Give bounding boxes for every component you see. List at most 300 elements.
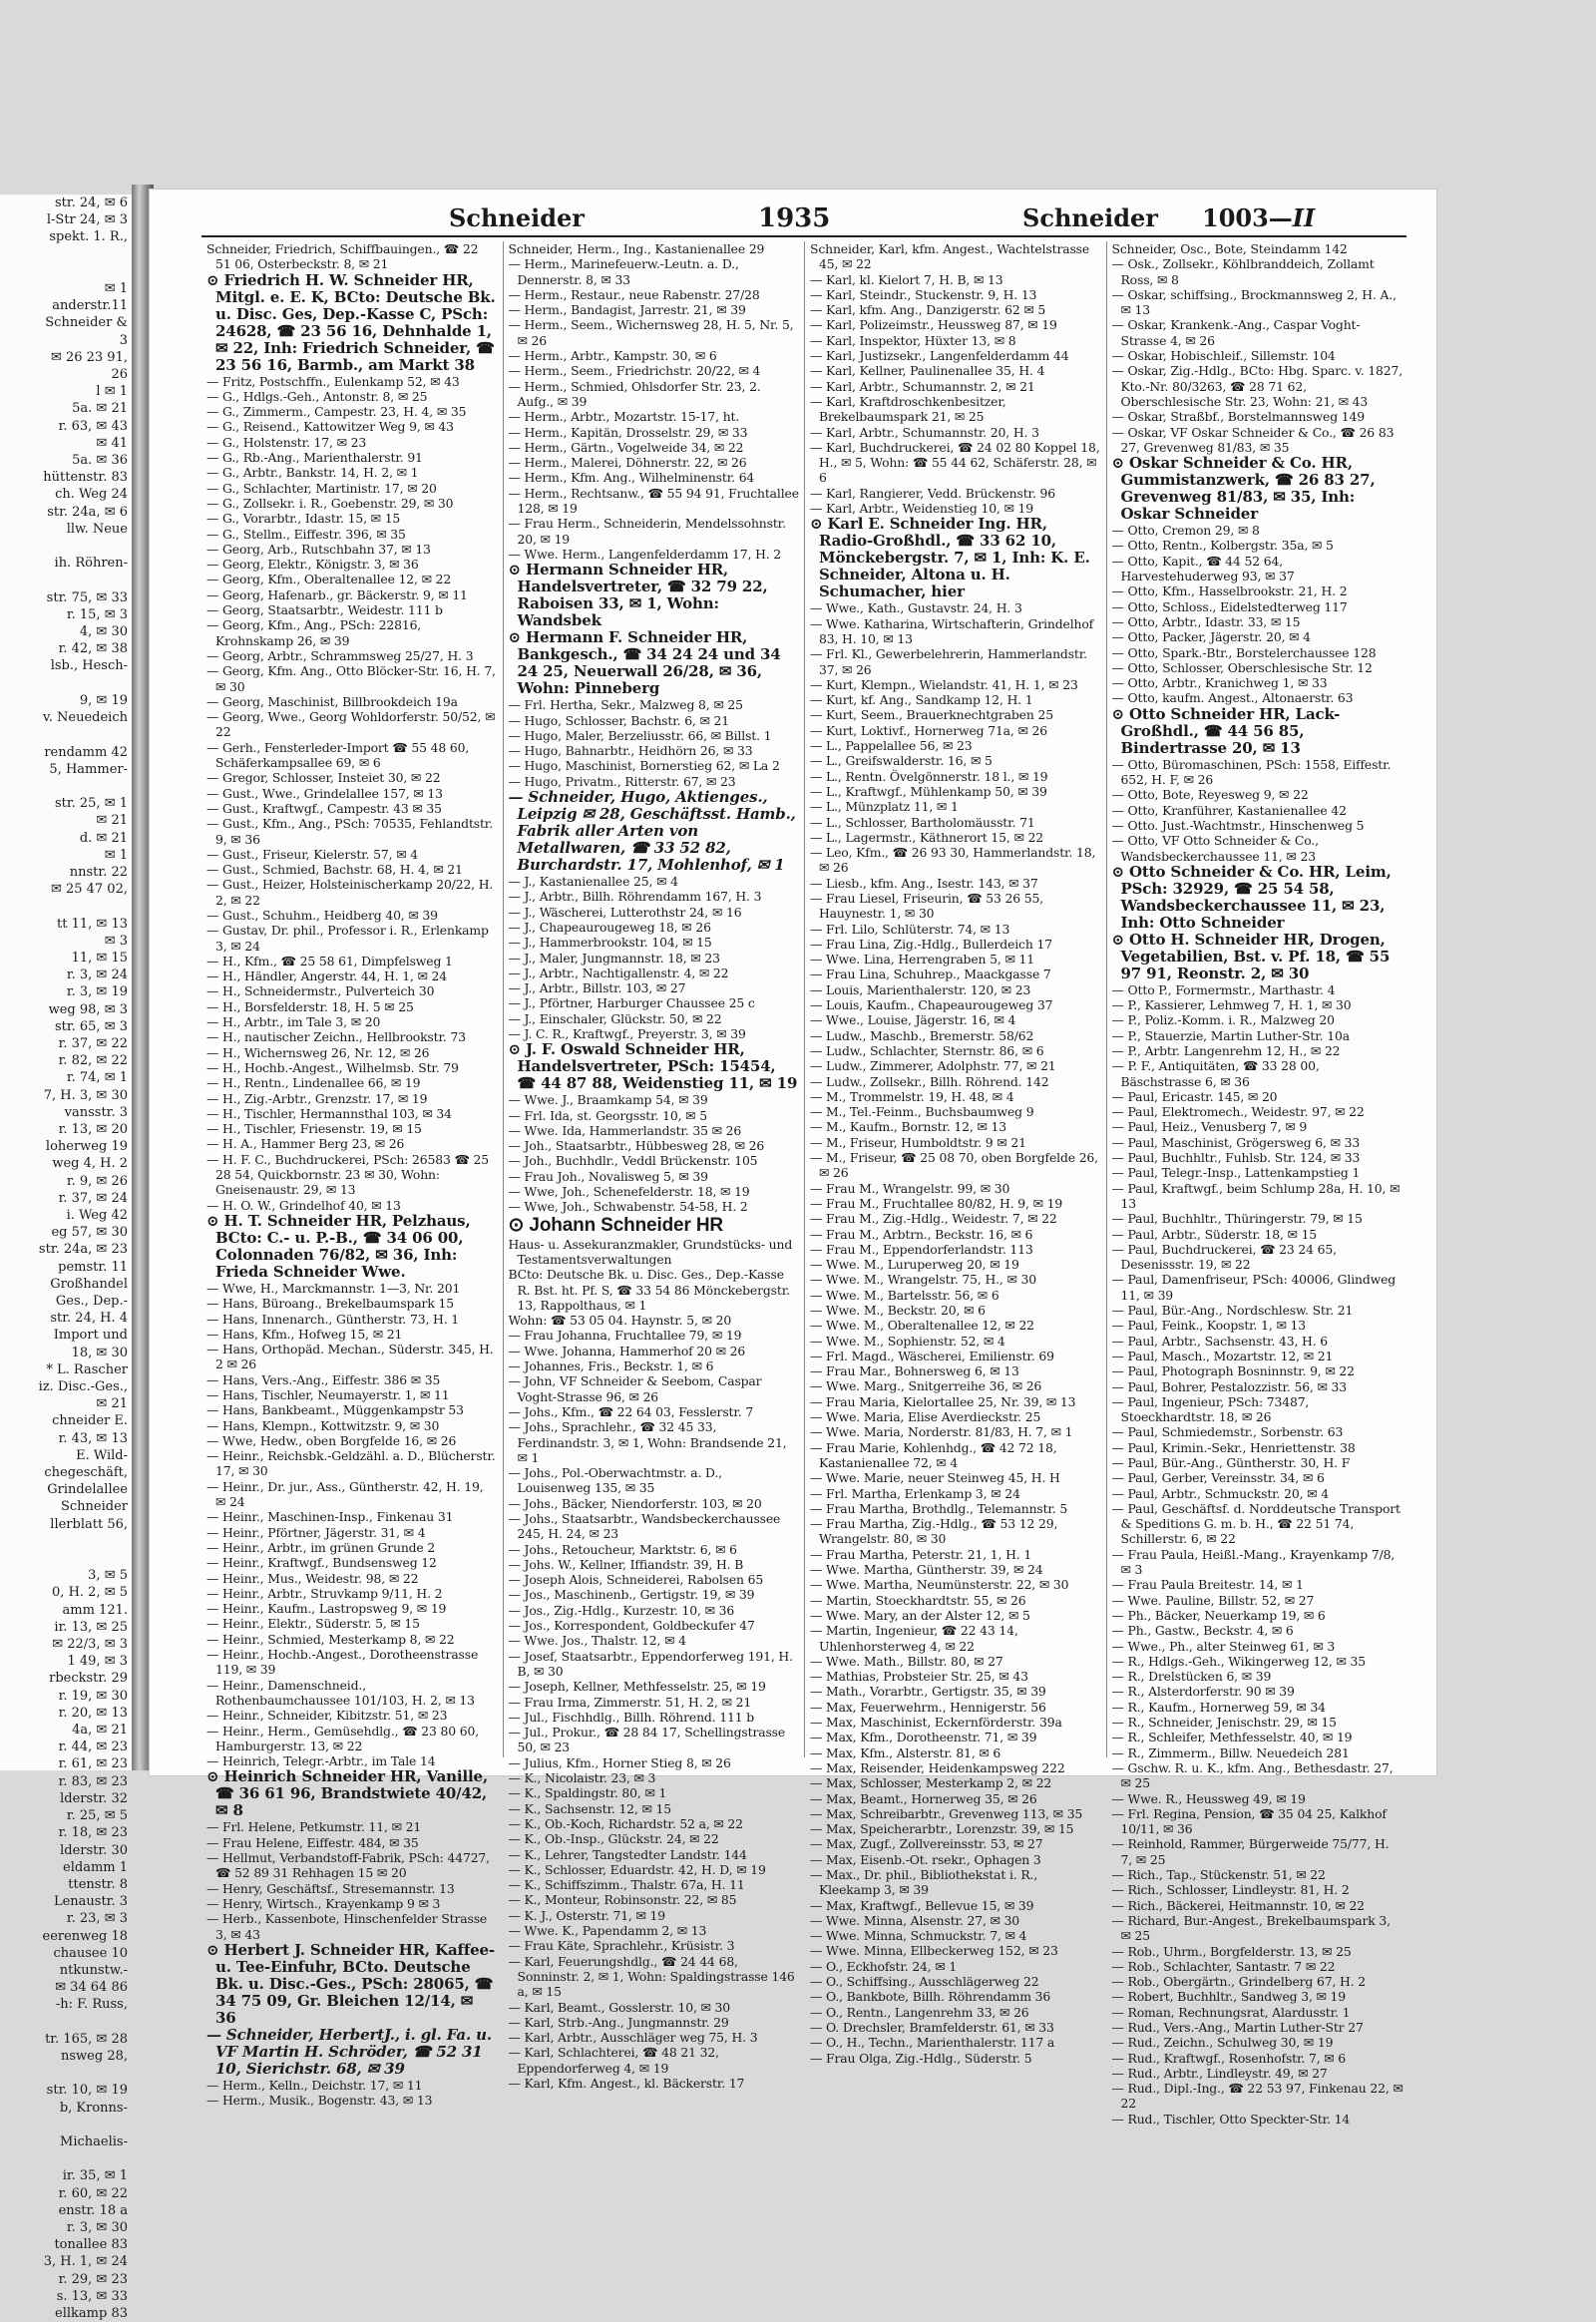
directory-entry: — Johs., Kfm., ☎ 22 64 03, Fesslerstr. 7	[508, 1403, 754, 1419]
facing-page-line: tr. 165, ✉ 28	[45, 2031, 128, 2047]
facing-page-line: ✉ 26 23 91,	[50, 349, 128, 365]
directory-entry: — Georg, Kfm., Oberaltenallee 12, ✉ 22	[206, 572, 452, 587]
directory-entry: — Josef, Staatsarbtr., Eppendorferweg 191, H. B, ✉ 30	[508, 1648, 793, 1679]
directory-entry: ⊙ Otto Schneider & Co. HR, Leim, PSch: 32929, ☎ 25 54 58, Wandsbeckerchaussee 11, ✉ 23, Inh: Otto Schneider	[1111, 862, 1392, 932]
directory-entry: — Leo, Kfm., ☎ 26 93 30, Hammerlandstr. 18, ✉ 26	[810, 845, 1096, 876]
directory-entry: ⊙ Otto H. Schneider HR, Drogen, Vegetabilien, Bst. v. Pf. 18, ☎ 55 97 91, Reonstr. 2, ✉ 30	[1111, 930, 1391, 982]
directory-entry: — Heinr., Arbtr., Struvkamp 9/11, H. 2	[206, 1585, 443, 1601]
directory-entry: — Wwe. Katharina, Wirtschafterin, Grindelhof 83, H. 10, ✉ 13	[810, 615, 1094, 646]
directory-entry: — Paul, Schmiedemstr., Sorbenstr. 63	[1111, 1424, 1344, 1440]
directory-entry: — Frau M., Arbtrn., Beckstr. 16, ✉ 6	[810, 1226, 1033, 1242]
facing-page-line: rbeckstr. 29	[49, 1671, 128, 1687]
facing-page-line	[0, 246, 132, 263]
facing-page-line: 3, H. 1, ✉ 24	[43, 2254, 128, 2270]
facing-page-line: ✉ 41	[96, 435, 128, 451]
directory-entry: — Georg, Kfm. Ang., Otto Blöcker-Str. 16, H. 7, ✉ 30	[206, 663, 496, 694]
facing-page-line	[0, 1550, 132, 1567]
directory-entry: — Herm., Schmied, Ohlsdorfer Str. 23, 2. Aufg., ✉ 39	[508, 378, 761, 409]
directory-entry: — J., Arbtr., Billh. Röhrendamm 167, H. 3	[508, 889, 762, 905]
directory-entry: — G., Zollsekr. i. R., Goebenstr. 29, ✉ 30	[206, 495, 454, 511]
facing-page-line: llw. Neue	[66, 521, 128, 537]
directory-entry: — G., Zimmerm., Campestr. 23, H. 4, ✉ 35	[206, 404, 467, 420]
directory-entry: — Hellmut, Verbandstoff-Fabrik, PSch: 44727, ☎ 52 89 31 Rehhagen 15 ✉ 20	[206, 1850, 490, 1881]
facing-page-line: r. 29, ✉ 23	[58, 2271, 128, 2287]
facing-page-line: chausee 10	[53, 1945, 128, 1961]
directory-entry: — Otto, Arbtr., Idastr. 33, ✉ 15	[1111, 613, 1301, 629]
facing-page-line: r. 18, ✉ 23	[58, 1825, 128, 1841]
directory-entry: — Hans, Kfm., Hofweg 15, ✉ 21	[206, 1326, 403, 1342]
directory-entry: — Hans, Vers.-Ang., Eiffestr. 386 ✉ 35	[206, 1371, 441, 1387]
directory-entry: — Joseph, Kellner, Methfesselstr. 25, ✉ 19	[508, 1679, 766, 1695]
facing-page-line: r. 82, ✉ 22	[58, 1053, 128, 1069]
directory-entry: — Heinr., Maschinen-Insp., Finkenau 31	[206, 1509, 454, 1525]
facing-page-line: 4a, ✉ 21	[72, 1723, 128, 1739]
facing-page-line: ✉ 34 64 86	[55, 1980, 128, 1996]
directory-entry: — Frau Liesel, Friseurin, ☎ 53 26 55, Hauynestr. 1, ✉ 30	[810, 890, 1044, 922]
directory-entry: — P., Poliz.-Komm. i. R., Malzweg 20	[1111, 1012, 1335, 1028]
directory-entry: — Paul, Kraftwgf., beim Schlump 28a, H. 10, ✉ 13	[1111, 1180, 1400, 1211]
directory-entry: — Herm., Gärtn., Vogelweide 34, ✉ 22	[508, 439, 744, 455]
directory-entry: — Heinr., Elektr., Süderstr. 5, ✉ 15	[206, 1616, 420, 1632]
facing-page-line: 5a. ✉ 21	[72, 401, 128, 417]
directory-entry: — Herm., Bandagist, Jarrestr. 21, ✉ 39	[508, 302, 746, 318]
directory-entry: — J., Maler, Jungmannstr. 18, ✉ 23	[508, 950, 720, 966]
facing-page-line: 4, ✉ 30	[79, 624, 128, 640]
directory-entry: — J., Einschaler, Glückstr. 50, ✉ 22	[508, 1010, 722, 1026]
directory-entry: — John, VF Schneider & Seebom, Caspar Voght-Strasse 96, ✉ 26	[508, 1373, 762, 1404]
directory-entry: — Karl, Arbtr., Schumannstr. 2, ✉ 21	[810, 378, 1035, 394]
facing-page-line: str. 24a, ✉ 23	[38, 1242, 128, 1258]
directory-entry: — K., Schlosser, Eduardstr. 42, H. D, ✉ 19	[508, 1861, 766, 1877]
directory-entry: — Paul, Gerber, Vereinsstr. 34, ✉ 6	[1111, 1470, 1325, 1486]
directory-entry: — Wwe. Ida, Hammerlandstr. 35 ✉ 26	[508, 1122, 742, 1138]
directory-entry: — R., Zimmerm., Billw. Neuedeich 281	[1111, 1744, 1350, 1760]
directory-entry: — Frau Joh., Novalisweg 5, ✉ 39	[508, 1168, 708, 1184]
directory-entry: — Gustav, Dr. phil., Professor i. R., Erlenkamp 3, ✉ 24	[206, 923, 489, 954]
directory-entry: — Georg, Arb., Rutschbahn 37, ✉ 13	[206, 541, 431, 557]
facing-page-line: str. 25, ✉ 1	[54, 796, 128, 812]
directory-entry: — Hugo, Maler, Berzeliusstr. 66, ✉ Billst. 1	[508, 727, 772, 743]
directory-entry: — Otto, Kapit., ☎ 44 52 64, Harvestehuderweg 93, ✉ 37	[1111, 553, 1295, 584]
directory-entry: — Wwe. Minna, Schmuckstr. 7, ✉ 4	[810, 1928, 1027, 1944]
directory-entry: — Johs. W., Kellner, Iffiandstr. 39, H. B	[508, 1556, 744, 1572]
facing-page-line: d. ✉ 21	[79, 830, 128, 846]
directory-entry: — Frau M., Fruchtallee 80/82, H. 9, ✉ 19	[810, 1195, 1063, 1211]
facing-page-line: r. 19, ✉ 30	[58, 1688, 128, 1704]
directory-entry: — Heinr., Arbtr., im grünen Grunde 2	[206, 1539, 436, 1555]
facing-page-line	[0, 2065, 132, 2082]
directory-entry: — J., Wäscherei, Lutterothstr 24, ✉ 16	[508, 904, 742, 920]
directory-entry: — M., Friseur, ☎ 25 08 70, oben Borgfelde 26, ✉ 26	[810, 1150, 1098, 1181]
directory-entry: — Otto. Just.-Wachtmstr., Hinschenweg 5	[1111, 817, 1365, 833]
directory-entry: — Hugo, Schlosser, Bachstr. 6, ✉ 21	[508, 712, 729, 728]
directory-entry: — Herm., Musik., Bogenstr. 43, ✉ 13	[206, 2093, 433, 2109]
directory-entry: — Frau M., Eppendorferlandstr. 113	[810, 1241, 1033, 1257]
directory-entry: — Wwe. Johanna, Hammerhof 20 ✉ 26	[508, 1343, 746, 1358]
facing-page-line: nsweg 28,	[61, 2048, 128, 2064]
directory-entry: — Wwe., Louise, Jägerstr. 16, ✉ 4	[810, 1012, 1016, 1028]
directory-entry: — Martin, Stoeckhardtstr. 55, ✉ 26	[810, 1592, 1026, 1608]
directory-entry: — Otto, Cremon 29, ✉ 8	[1111, 523, 1260, 539]
facing-page-line: hüttenstr. 83	[43, 470, 128, 486]
directory-entry: — Wwe. K., Papendamm 2, ✉ 13	[508, 1923, 707, 1939]
directory-entry: — Wwe. Herm., Langenfelderdamm 17, H. 2	[508, 546, 782, 562]
directory-entry: — Wwe. M., Beckstr. 20, ✉ 6	[810, 1303, 986, 1318]
facing-page-line: Grindelallee	[47, 1482, 128, 1498]
directory-entry: — Otto, Arbtr., Kranichweg 1, ✉ 33	[1111, 675, 1328, 691]
facing-page-line: ellkamp 83	[55, 2305, 128, 2321]
directory-entry: — Heinr., Hochb.-Angest., Dorotheenstrasse 119, ✉ 39	[206, 1647, 479, 1678]
directory-entry: — R., Schneider, Jenischstr. 29, ✉ 15	[1111, 1715, 1337, 1731]
directory-entry: — Schneider, HerbertJ., i. gl. Fa. u. VF Martin H. Schröder, ☎ 52 31 10, Sierichstr. 68, ✉ 39	[206, 2025, 492, 2078]
column-1	[201, 241, 504, 2109]
directory-entry: — Karl, Justizsekr., Langenfelderdamm 44	[810, 348, 1069, 364]
directory-entry: — Max, Feuerwehrm., Hennigerstr. 56	[810, 1699, 1046, 1715]
directory-entry: — Frau Olga, Zig.-Hdlg., Süderstr. 5	[810, 2050, 1032, 2066]
facing-page-line	[0, 1533, 132, 1550]
directory-entry: ⊙ Hermann F. Schneider HR, Bankgesch., ☎ 34 24 24 und 34 24 25, Neuerwall 26/28, ✉ 36, Wohn: Pinneberg	[508, 628, 781, 698]
facing-page-line: vansstr. 3	[64, 1104, 128, 1120]
facing-page-line: lderstr. 30	[60, 1842, 128, 1858]
directory-entry: — H., Kfm., ☎ 25 58 61, Dimpfelsweg 1	[206, 953, 453, 968]
directory-entry: — H., Tischler, Friesenstr. 19, ✉ 15	[206, 1121, 422, 1137]
facing-page-line: pemstr. 11	[58, 1259, 128, 1275]
facing-page-line: r. 15, ✉ 3	[66, 606, 128, 622]
directory-entry: — Max, Eisenb.-Ot. rsekr., Ophagen 3	[810, 1851, 1041, 1867]
facing-page-line: ✉ 3	[104, 933, 128, 949]
directory-entry: ⊙ Otto Schneider HR, Lack-Großhdl., ☎ 44 56 85, Bindertrasse 20, ✉ 13	[1111, 704, 1341, 757]
directory-entry: — Frau M., Wrangelstr. 99, ✉ 30	[810, 1180, 1010, 1196]
directory-entry: — L., Greifswalderstr. 16, ✉ 5	[810, 753, 993, 769]
facing-page-line: r. 37, ✉ 24	[58, 1190, 128, 1206]
directory-entry: ⊙ J. F. Oswald Schneider HR, Handelsvertreter, PSch: 15454, ☎ 44 87 88, Weidenstieg 11, ✉ 19	[508, 1040, 798, 1093]
directory-entry: — O., H., Techn., Marienthalerstr. 117 a	[810, 2035, 1055, 2051]
facing-page-line	[0, 2150, 132, 2167]
directory-entry: — Max, Speicherarbtr., Lorenzstr. 39, ✉ 15	[810, 1821, 1074, 1837]
directory-entry: — Karl, kfm. Ang., Danzigerstr. 62 ✉ 5	[810, 302, 1046, 318]
column-2	[504, 241, 806, 2091]
directory-entry: — Rob., Schlachter, Santastr. 7 ✉ 22	[1111, 1958, 1336, 1974]
directory-entry: — Wwe. Mary, an der Alster 12, ✉ 5	[810, 1607, 1030, 1623]
directory-entry: — O., Eckhofstr. 24, ✉ 1	[810, 1958, 958, 1974]
directory-entry: — Paul, Buchdruckerei, ☎ 23 24 65, Desenissstr. 19, ✉ 22	[1111, 1241, 1337, 1273]
directory-entry: — Otto, Bote, Reyesweg 9, ✉ 22	[1111, 787, 1309, 803]
directory-entry: — Rich., Tap., Stückenstr. 51, ✉ 22	[1111, 1867, 1326, 1883]
facing-page-line: r. 74, ✉ 1	[66, 1070, 128, 1086]
facing-page-line	[0, 898, 132, 915]
directory-entry: — Jos., Maschinenb., Gertigstr. 19, ✉ 39	[508, 1587, 755, 1603]
facing-page-line: str. 24a, ✉ 6	[47, 504, 128, 520]
directory-entry: ⊙ Johann Schneider HR	[508, 1214, 723, 1236]
directory-entry: — Wwe. Maria, Elise Averdieckstr. 25	[810, 1409, 1041, 1425]
directory-entry: — Wwe. Maria, Norderstr. 81/83, H. 7, ✉ 1	[810, 1424, 1073, 1440]
facing-page-line: ✉ 21	[96, 813, 128, 829]
directory-entry: — M., Trommelstr. 19, H. 48, ✉ 4	[810, 1088, 1014, 1104]
directory-entry: — Herm., Kapitän, Drosselstr. 29, ✉ 33	[508, 424, 748, 440]
directory-entry: — Frl. Regina, Pension, ☎ 35 04 25, Kalkhof 10/11, ✉ 36	[1111, 1805, 1387, 1837]
directory-entry: ⊙ H. T. Schneider HR, Pelzhaus, BCto: C.- u. P.-B., ☎ 34 06 00, Colonnaden 76/82, ✉ 36, Inh: Frieda Schneider Wwe.	[206, 1211, 471, 1281]
directory-entry: — Jul., Fischhdlg., Billh. Röhrend. 111 b	[508, 1709, 755, 1725]
facing-page-line: r. 23, ✉ 3	[66, 1911, 128, 1927]
header-rule	[201, 235, 1406, 237]
directory-entry: — Paul, Elektromech., Weidestr. 97, ✉ 22	[1111, 1104, 1365, 1120]
facing-page-line: str. 24, ✉ 6	[54, 195, 128, 210]
directory-entry: — L., Rentn. Övelgönnerstr. 18 l., ✉ 19	[810, 768, 1048, 784]
header-surname-right: Schneider	[1022, 203, 1158, 232]
facing-page-line: r. 9, ✉ 26	[66, 1173, 128, 1189]
directory-entry: — Reinhold, Rammer, Bürgerweide 75/77, H. 7, ✉ 25	[1111, 1836, 1390, 1867]
directory-entry: — L., Pappelallee 56, ✉ 23	[810, 738, 973, 754]
directory-entry: — L., Schlosser, Bartholomäusstr. 71	[810, 814, 1035, 830]
directory-entry: — K., Lehrer, Tangstedter Landstr. 144	[508, 1846, 747, 1862]
directory-entry: — Herm., Seem., Wichernsweg 28, H. 5, Nr. 5, ✉ 26	[508, 317, 794, 348]
directory-entry: — Henry, Geschäftsf., Stresemannstr. 13	[206, 1880, 455, 1896]
facing-page-line: 3	[119, 332, 128, 348]
directory-entry: — Hans, Büroang., Brekelbaumspark 15	[206, 1296, 454, 1312]
directory-entry: — O., Bankbote, Billh. Röhrendamm 36	[810, 1989, 1051, 2005]
facing-page-line: ✉ 21	[96, 1396, 128, 1412]
directory-entry: — Wwe, Joh., Schwabenstr. 54-58, H. 2	[508, 1199, 748, 1215]
directory-entry: ⊙ Heinrich Schneider HR, Vanille, ☎ 36 61 96, Brandstwiete 40/42, ✉ 8	[206, 1767, 489, 1820]
directory-entry: — Rich., Bäckerei, Heitmannstr. 10, ✉ 22	[1111, 1897, 1365, 1913]
directory-entry: — Hugo, Maschinist, Bornerstieg 62, ✉ La 2	[508, 758, 780, 774]
directory-entry: — Ph., Bäcker, Neuerkamp 19, ✉ 6	[1111, 1607, 1326, 1623]
directory-entry: — Louis, Kaufm., Chapeaurougeweg 37	[810, 997, 1053, 1013]
facing-page-line: lsb., Hesch-	[50, 658, 128, 674]
directory-entry: — Johannes, Fris., Beckstr. 1, ✉ 6	[508, 1358, 714, 1374]
facing-page-line: anderstr.11	[52, 298, 128, 314]
directory-entry: — H., nautischer Zeichn., Hellbrookstr. 73	[206, 1029, 466, 1045]
directory-entry: — Rud., Vers.-Ang., Martin Luther-Str 27	[1111, 2019, 1364, 2035]
directory-entry: — Oskar, Zig.-Hdlg., BCto: Hbg. Sparc. v. 1827, Kto.-Nr. 80/3263, ☎ 28 71 62, Oberschlesische Str. 23, Wohn: 21, ✉ 43	[1111, 363, 1403, 409]
directory-entry: — Wwe, Joh., Schenefelderstr. 18, ✉ 19	[508, 1184, 750, 1200]
facing-page-line: l-Str 24, ✉ 3	[46, 212, 128, 228]
directory-entry: — Henry, Wirtsch., Krayenkamp 9 ✉ 3	[206, 1895, 441, 1911]
facing-page-line: 0, H. 2, ✉ 5	[52, 1585, 128, 1601]
directory-entry: — Wwe. Pauline, Billstr. 52, ✉ 27	[1111, 1592, 1315, 1608]
directory-entry: — Frau Maria, Kielortallee 25, Nr. 39, ✉ 13	[810, 1393, 1076, 1409]
facing-page-line: iz. Disc.-Ges.,	[38, 1379, 128, 1395]
directory-entry: ⊙ Oskar Schneider & Co. HR, Gummistanzwerk, ☎ 26 83 27, Grevenweg 81/83, ✉ 35, Inh: Oskar Schneider	[1111, 454, 1376, 524]
directory-entry: — Kurt, Klempn., Wielandstr. 41, H. 1, ✉ 23	[810, 676, 1078, 692]
directory-entry: — Max, Kfm., Alsterstr. 81, ✉ 6	[810, 1744, 1001, 1760]
directory-entry: — Oskar, Hobischleif., Sillemstr. 104	[1111, 348, 1336, 364]
facing-page-line	[0, 675, 132, 692]
facing-page-line: Import und	[53, 1328, 128, 1344]
facing-page-line: eerenweg 18	[42, 1928, 128, 1944]
directory-entry: — H., Arbtr., im Tale 3, ✉ 20	[206, 1014, 381, 1030]
directory-entry: Haus- u. Assekuranzmakler, Grundstücks- und Testamentsverwaltungen	[508, 1236, 793, 1267]
facing-page-line: r. 83, ✉ 23	[58, 1773, 128, 1789]
facing-page-line: r. 37, ✉ 22	[58, 1035, 128, 1051]
directory-entry: — Frl. Hertha, Sekr., Malzweg 8, ✉ 25	[508, 697, 743, 713]
header-year: 1935	[758, 203, 831, 233]
directory-entry: — K., Ob.-Koch, Richardstr. 52 a, ✉ 22	[508, 1815, 743, 1831]
directory-entry: — Paul, Maschinist, Grögersweg 6, ✉ 33	[1111, 1134, 1361, 1150]
directory-entry: — H., Hochb.-Angest., Wilhelmsb. Str. 79	[206, 1059, 459, 1075]
facing-page-line: Michaelis-	[60, 2133, 128, 2149]
directory-entry: — Rob., Uhrm., Borgfelderstr. 13, ✉ 25	[1111, 1943, 1352, 1959]
directory-entry: — Otto, Schlosser, Oberschlesische Str. 12	[1111, 659, 1373, 675]
facing-page-line: ✉ 1	[104, 847, 128, 863]
directory-entry: — Karl, Schlachterei, ☎ 48 21 32, Eppendorferweg 4, ✉ 19	[508, 2045, 719, 2076]
directory-entry: — Karl, Steindr., Stuckenstr. 9, H. 13	[810, 286, 1037, 302]
facing-page-line: r. 13, ✉ 20	[58, 1121, 128, 1137]
directory-entry: — Max, Beamt., Hornerweg 35, ✉ 26	[810, 1790, 1037, 1806]
column-3	[805, 241, 1107, 2066]
facing-page-line: str. 65, ✉ 3	[54, 1018, 128, 1034]
directory-entry: — H., Händler, Angerstr. 44, H. 1, ✉ 24	[206, 968, 448, 984]
directory-entry: — Heinr., Kraftwgf., Bundsensweg 12	[206, 1555, 437, 1571]
directory-entry: — H., Wichernsweg 26, Nr. 12, ✉ 26	[206, 1044, 430, 1060]
facing-page-line: chneider E.	[52, 1413, 128, 1429]
directory-columns	[201, 241, 1408, 2127]
directory-entry: — O., Schiffsing., Ausschlägerweg 22	[810, 1974, 1039, 1990]
directory-entry: — Julius, Kfm., Horner Stieg 8, ✉ 26	[508, 1754, 731, 1770]
facing-page-line: amm 121.	[62, 1602, 128, 1618]
facing-page-line: 1 49, ✉ 3	[67, 1654, 128, 1670]
column-4	[1107, 241, 1409, 2127]
directory-entry: — Max, Zugf., Zollvereinsstr. 53, ✉ 27	[810, 1836, 1043, 1852]
directory-entry: — Wwe. Marie, neuer Steinweg 45, H. H	[810, 1470, 1060, 1486]
directory-entry: — Gregor, Schlosser, Insteiet 30, ✉ 22	[206, 770, 441, 786]
facing-page-line: ir. 35, ✉ 1	[62, 2168, 128, 2184]
running-header	[150, 197, 1436, 237]
directory-entry: — Frau Johanna, Fruchtallee 79, ✉ 19	[508, 1328, 742, 1344]
header-surname-left: Schneider	[449, 203, 585, 232]
directory-entry: — Georg, Arbtr., Schrammsweg 25/27, H. 3	[206, 647, 474, 663]
facing-page-line: i. Weg 42	[66, 1207, 128, 1223]
directory-entry: — G., Schlachter, Martinistr. 17, ✉ 20	[206, 480, 437, 496]
directory-entry: — Hans, Orthopäd. Mechan., Süderstr. 345, H. 2 ✉ 26	[206, 1342, 494, 1372]
facing-page-line: weg 98, ✉ 3	[48, 1001, 128, 1017]
directory-entry: — Heinrich, Telegr.-Arbtr., im Tale 14	[206, 1753, 436, 1769]
directory-entry: — Georg, Kfm., Ang., PSch: 22816, Krohnskamp 26, ✉ 39	[206, 617, 422, 648]
facing-page-line: 3, ✉ 5	[88, 1568, 128, 1584]
directory-entry: — Ludw., Zimmerer, Adolphstr. 77, ✉ 21	[810, 1058, 1056, 1074]
directory-entry: — Wwe. Jos., Thalstr. 12, ✉ 4	[508, 1633, 686, 1649]
directory-entry: — K., Ob.-Insp., Glückstr. 24, ✉ 22	[508, 1831, 719, 1847]
facing-page-line: chegeschäft,	[44, 1465, 128, 1481]
directory-entry: — Wwe. Marg., Snitgerreihe 36, ✉ 26	[810, 1378, 1042, 1394]
left-facing-page-edge	[0, 194, 132, 2321]
facing-page-line: tonallee 83	[54, 2237, 128, 2253]
directory-entry: — Georg, Elektr., Königstr. 3, ✉ 36	[206, 557, 419, 573]
facing-page-line: eg 57, ✉ 30	[51, 1225, 128, 1241]
directory-entry: — Karl, Polizeimstr., Heussweg 87, ✉ 19	[810, 317, 1057, 333]
directory-entry: — Herm., Kelln., Deichstr. 17, ✉ 11	[206, 2077, 423, 2093]
directory-entry: — Herm., Arbtr., Mozartstr. 15-17, ht.	[508, 409, 740, 425]
directory-entry: — H. F. C., Buchdruckerei, PSch: 26583 ☎ 25 28 54, Quickbornstr. 23 ✉ 30, Wohn: Gneisenaustr. 29, ✉ 13	[206, 1151, 490, 1198]
directory-entry: — Frl. Kl., Gewerbelehrerin, Hammerlandstr. 37, ✉ 26	[810, 646, 1087, 677]
facing-page-line	[0, 726, 132, 743]
directory-entry: — Wwe. M., Wrangelstr. 75, H., ✉ 30	[810, 1272, 1036, 1288]
directory-entry: — Max, Kfm., Dorotheenstr. 71, ✉ 39	[810, 1730, 1037, 1745]
directory-entry: — Max, Schreibarbtr., Grevenweg 113, ✉ 35	[810, 1805, 1083, 1821]
directory-entry: — Wwe. M., Oberaltenallee 12, ✉ 22	[810, 1318, 1034, 1334]
directory-entry: — Paul, Ingenieur, PSch: 73487, Stoeckhardtstr. 18, ✉ 26	[1111, 1393, 1310, 1425]
directory-entry: — P., Kassierer, Lehmweg 7, H. 1, ✉ 30	[1111, 997, 1352, 1013]
facing-page-line: E. Wild-	[76, 1447, 128, 1463]
directory-entry: — L., Kraftwgf., Mühlenkamp 50, ✉ 39	[810, 783, 1047, 799]
directory-entry: — Karl, Buchdruckerei, ☎ 24 02 80 Koppel 18, H., ✉ 5, Wohn: ☎ 55 44 62, Schäferstr. 28, ✉ 6	[810, 439, 1100, 486]
directory-entry: — Wwe. M., Bartelsstr. 56, ✉ 6	[810, 1287, 999, 1303]
directory-entry: — G., Hdlgs.-Geh., Antonstr. 8, ✉ 25	[206, 388, 428, 404]
directory-entry: — M., Tel.-Feinm., Buchsbaumweg 9	[810, 1104, 1034, 1120]
directory-entry: — Otto, Kranführer, Kastanienallee 42	[1111, 802, 1347, 818]
directory-entry: — R., Hdlgs.-Geh., Wikingerweg 12, ✉ 35	[1111, 1653, 1366, 1669]
directory-entry: Schneider, Osc., Bote, Steindamm 142	[1111, 241, 1348, 256]
directory-entry: BCto: Deutsche Bk. u. Disc. Ges., Dep.-Kasse R. Bst. ht. Pf. S, ☎ 33 54 86 Mönckebergstr. 13, Rappolthaus, ✉ 1	[508, 1267, 790, 1313]
directory-entry: — Paul, Geschäftsf. d. Norddeutsche Transport & Speditions G. m. b. H., ☎ 22 51 74, Schillerstr. 6, ✉ 22	[1111, 1500, 1400, 1547]
facing-page-line: ih. Röhren-	[54, 556, 128, 572]
directory-entry: — Wwe, Hedw., oben Borgfelde 16, ✉ 26	[206, 1432, 457, 1448]
directory-entry: — Otto, VF Otto Schneider & Co., Wandsbeckerchaussee 11, ✉ 23	[1111, 833, 1319, 864]
facing-page-line: 18, ✉ 30	[71, 1345, 128, 1360]
directory-entry: — H., Schneidermstr., Pulverteich 30	[206, 983, 435, 999]
directory-entry: — Paul, Bür.-Ang., Güntherstr. 30, H. F	[1111, 1455, 1351, 1470]
directory-entry: — Karl, Arbtr., Ausschläger weg 75, H. 3	[508, 2030, 758, 2046]
directory-entry: — J., Hammerbrookstr. 104, ✉ 15	[508, 935, 712, 951]
directory-entry: — Herm., Malerei, Döhnerstr. 22, ✉ 26	[508, 455, 747, 471]
directory-entry: — Frau Paula, Heißl.-Mang., Krayenkamp 7/8, ✉ 3	[1111, 1546, 1396, 1578]
directory-entry: — Heinr., Dr. jur., Ass., Güntherstr. 42, H. 19, ✉ 24	[206, 1478, 484, 1510]
facing-page-line: ✉ 1	[104, 281, 128, 297]
directory-entry: — Gust., Schuhm., Heidberg 40, ✉ 39	[206, 907, 438, 923]
facing-page-line: nnstr. 22	[69, 864, 128, 880]
directory-entry: — Paul, Arbtr., Süderstr. 18, ✉ 15	[1111, 1226, 1318, 1242]
directory-entry: — Frau Käte, Sprachlehr., Krüsistr. 3	[508, 1938, 735, 1954]
directory-entry: — Paul, Photograph Bosninnstr. 9, ✉ 22	[1111, 1363, 1355, 1379]
directory-entry: — J. C. R., Kraftwgf., Preyerstr. 3, ✉ 39	[508, 1025, 746, 1041]
directory-entry: — Ludw., Maschb., Bremerstr. 58/62	[810, 1027, 1034, 1043]
directory-entry: — J., Pförtner, Harburger Chaussee 25 c	[508, 995, 755, 1011]
directory-entry: — Frl. Ida, st. Georgsstr. 10, ✉ 5	[508, 1107, 707, 1123]
facing-page-line	[0, 2014, 132, 2031]
directory-entry: — J., Chapeaurougeweg 18, ✉ 26	[508, 919, 711, 935]
directory-entry: — Oskar, Krankenk.-Ang., Caspar Voght-Strasse 4, ✉ 26	[1111, 317, 1361, 348]
directory-entry: — Karl, Kellner, Paulinenallee 35, H. 4	[810, 363, 1045, 379]
facing-page-line: r. 25, ✉ 5	[66, 1808, 128, 1824]
directory-entry: — Louis, Marienthalerstr. 120, ✉ 23	[810, 981, 1031, 997]
directory-entry: — H., Borsfelderstr. 18, H. 5 ✉ 25	[206, 998, 414, 1014]
directory-entry: — Joh., Staatsarbtr., Hübbesweg 28, ✉ 26	[508, 1138, 765, 1154]
directory-entry: — Paul, Heiz., Venusberg 7, ✉ 9	[1111, 1119, 1308, 1135]
directory-entry: — P. F., Antiquitäten, ☎ 33 28 00, Bäschstrasse 6, ✉ 36	[1111, 1058, 1320, 1089]
directory-entry: — Math., Vorarbtr., Gertigstr. 35, ✉ 39	[810, 1684, 1046, 1700]
directory-entry: — Otto P., Formermstr., Marthastr. 4	[1111, 981, 1336, 997]
directory-entry: — Kurt, kf. Ang., Sandkamp 12, H. 1	[810, 692, 1033, 708]
directory-entry: — Oskar, VF Oskar Schneider & Co., ☎ 26 83 27, Grevenweg 81/83, ✉ 35	[1111, 424, 1395, 455]
facing-page-line: Lenaustr. 3	[53, 1894, 128, 1910]
directory-entry: — Mathias, Probsteier Str. 25, ✉ 43	[810, 1669, 1028, 1685]
directory-entry: — Kurt, Loktivf., Hornerweg 71a, ✉ 26	[810, 722, 1047, 738]
directory-entry: — Wwe. M., Sophienstr. 52, ✉ 4	[810, 1333, 1005, 1349]
facing-page-line: r. 44, ✉ 23	[58, 1740, 128, 1755]
directory-entry: ⊙ Herbert J. Schneider HR, Kaffee- u. Tee-Einfuhr, BCto. Deutsche Bk. u. Disc.-Ges., PSch: 28065, ☎ 34 75 09, Gr. Bleichen 12/14, ✉ 36	[206, 1940, 496, 2027]
directory-entry: — Paul, Ericastr. 145, ✉ 20	[1111, 1088, 1278, 1104]
directory-entry: — Rud., Dipl.-Ing., ☎ 22 53 97, Finkenau 22, ✉ 22	[1111, 2081, 1403, 2112]
directory-entry: — Wwe. J., Braamkamp 54, ✉ 39	[508, 1092, 708, 1108]
directory-entry: Schneider, Karl, kfm. Angest., Wachtelstrasse 45, ✉ 22	[810, 241, 1090, 272]
directory-entry: — Otto, Spark.-Btr., Borstelerchaussee 128	[1111, 644, 1377, 660]
directory-page	[150, 190, 1436, 2127]
directory-entry: — Paul, Telegr.-Insp., Lattenkampstieg 1	[1111, 1165, 1361, 1181]
directory-entry: — R., Drelstücken 6, ✉ 39	[1111, 1669, 1272, 1685]
directory-entry: — K., Sachsenstr. 12, ✉ 15	[508, 1800, 671, 1816]
facing-page-line: loherweg 19	[45, 1139, 128, 1155]
directory-entry: — Heinr., Schneider, Kibitzstr. 51, ✉ 23	[206, 1708, 448, 1724]
